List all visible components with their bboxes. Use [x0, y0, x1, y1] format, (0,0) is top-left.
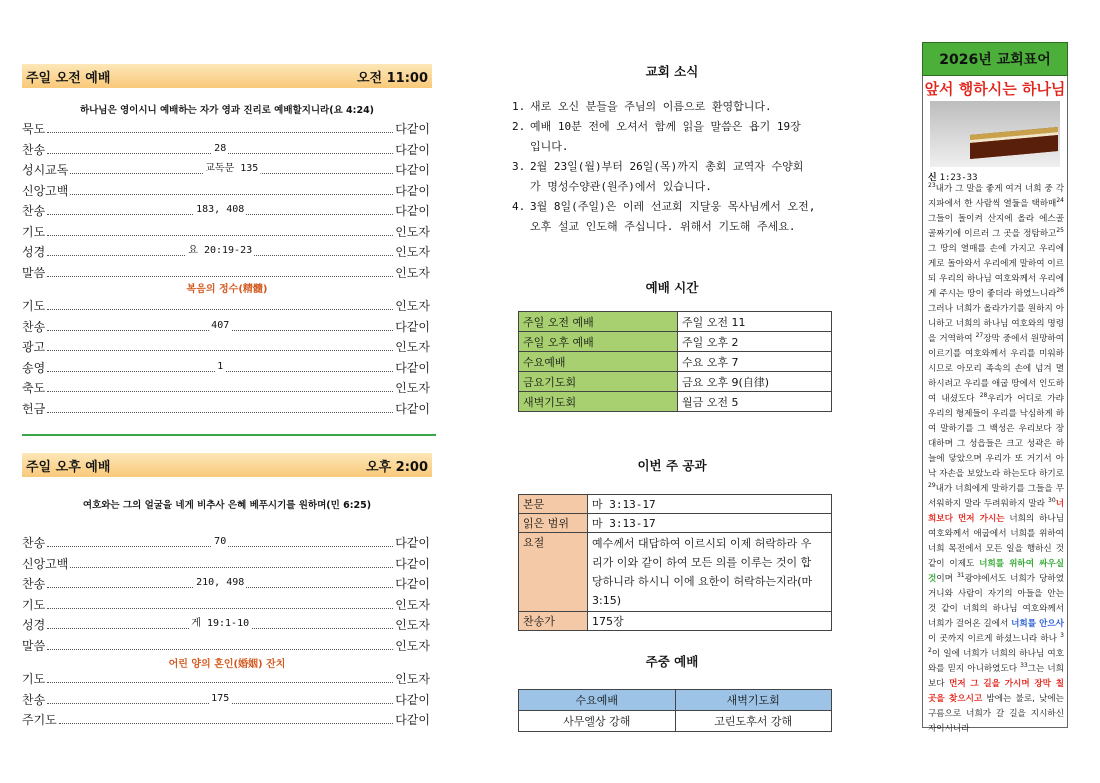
lesson-text: 마 3:13-17 [588, 495, 832, 514]
order-leader-dots [47, 598, 393, 609]
order-leader-dots [47, 245, 393, 256]
order-row [22, 241, 430, 259]
order-detail: 1 [217, 360, 224, 372]
news-text [530, 197, 815, 237]
order-performer: 다같이 [395, 401, 430, 416]
news-list [512, 97, 842, 237]
order-row [22, 221, 430, 239]
lesson-hymn-label: 찬송가 [519, 612, 588, 631]
order-label: 찬송 [22, 319, 46, 334]
motto-scripture: $^{23}$내가 그 말을 좋게 여겨 너희 중 각 지파에서 한 사람씩 열둘을 택하매$^{24}$그들이 돌이켜 산지에 올라 에스골 골짜기에 이르러 그 곳을 정탐하고$^{25}$그 땅의 열매를 손에 가지고 우리에게로 돌아와서 우리에게 말하여 이르되 우리의 하나님 여호와께서 우리에게 주시는 땅이 좋더라 하였느니라$^{26}$그러나 너희가 올라가기를 원하지 아니하고 너희의 하나님 여호와의 명령을 거역하여 $^{27}$장막 중에서 원망하여 이르기를 여호와께서 우리를 미워하시므로 아모리 족속의 손에 넘겨 멸하시려고 우리를 애굽 땅에서 인도하여 내셨도다 $^{28}$우리가 어디로 가랴 우리의 형제들이 우리를 낙심하게 하여 말하기를 그 백성은 우리보다 장대하며 그 성읍들은 크고 성곽은 하늘에 닿았으며 우리가 또 거기서 아낙 자손을 보았노라 하는도다 하기로 $^{29}$내가 너희에게 말하기를 그들을 무서워하지 말라 두려워하지 말라 $^{30}$너희보다 먼저 가시는 너희의 하나님 여호와께서 애굽에서 너희를 위하여 너희 목전에서 모든 일을 행하신 것 같이 이제도 너희를 위하여 싸우실 것이며 $^{31}$광야에서도 너희가 당하였거니와 사람이 자기의 아들을 안는 것 같이 너희의 하나님 여호와께서 너희가 걸어온 길에서 너희를 안으사 이 곳까지 이르게 하셨느니라 하나 $^{32}$이 일에 너희가 너희의 하나님 여호와를 믿지 아니하였도다 $^{33}$그는 너희보다 먼저 그 길을 가시며 장막 칠 곳을 찾으시고 밤에는 불로, 낮에는 구름으로 너희가 갈 길을 지시하신 자이시니라 [928, 182, 1065, 734]
worship-name: 수요예배 [519, 352, 678, 372]
news-line: 오후 설교 인도해 주십니다. 위해서 기도해 주세요. [530, 220, 796, 233]
order-performer: 인도자 [395, 638, 430, 653]
midweek-title: 주중 예배 [645, 654, 699, 669]
order-performer: 인도자 [395, 265, 430, 280]
order-row [22, 200, 430, 218]
news-line: 새로 오신 분들을 주님의 이름으로 환영합니다. [530, 100, 772, 113]
order-leader-dots [47, 693, 393, 704]
order-leader-dots [47, 361, 393, 372]
motto-ref-book: 신 [928, 173, 937, 183]
afternoon-header [22, 453, 432, 477]
news-item [512, 197, 842, 237]
order-row [22, 553, 430, 571]
lesson-row-text [519, 495, 832, 514]
news-item [512, 157, 842, 197]
lesson-summary-line: 3:15) [592, 594, 621, 607]
morning-sermon-title: 복음의 정수(精髓) [186, 284, 268, 295]
midweek-value-wed: 사무엘상 강해 [519, 711, 676, 732]
lesson-row-hymn [519, 612, 832, 631]
order-leader-dots [47, 266, 393, 277]
order-performer: 다같이 [395, 556, 430, 571]
order-detail: 407 [211, 319, 230, 331]
order-label: 기도 [22, 672, 46, 686]
order-performer: 다같이 [395, 163, 430, 177]
order-detail: 게 19:1-10 [191, 618, 250, 629]
lesson-row-range [519, 514, 832, 533]
order-label: 찬송 [22, 692, 46, 707]
order-detail: 175 [211, 692, 230, 704]
order-label: 기도 [22, 224, 46, 239]
order-performer: 다같이 [395, 536, 430, 550]
lesson-summary-line: 당하니라 하시니 이에 요한이 허락하는지라(마 [592, 575, 813, 588]
order-performer: 다같이 [395, 122, 430, 136]
order-label: 기도 [22, 299, 46, 313]
order-leader-dots [59, 713, 393, 724]
worship-time-row [519, 352, 832, 372]
bible-photo-graphic [930, 101, 1060, 167]
order-detail: 210, 498 [196, 577, 245, 588]
news-line: 예배 10분 전에 오셔서 함께 읽을 말씀은 욥기 19장 [530, 120, 801, 133]
order-label: 기도 [22, 597, 46, 612]
order-detail: 28 [214, 142, 227, 154]
order-row [22, 668, 430, 686]
afternoon-verse: 여호와는 그의 얼굴을 네게 비추사 은혜 베푸시기를 원하며(민 6:25) [82, 500, 372, 511]
news-number: 4. [512, 200, 526, 213]
order-label: 신앙고백 [22, 556, 69, 571]
order-row [22, 709, 430, 727]
worship-time-row [519, 392, 832, 412]
order-label: 광고 [22, 340, 46, 354]
order-row [22, 614, 430, 632]
news-line: 2월 23일(월)부터 26일(목)까지 총회 교역자 수양회 [530, 160, 804, 173]
order-performer: 인도자 [395, 618, 430, 632]
worship-name: 새벽기도회 [519, 392, 678, 412]
afternoon-title: 주일 오후 예배 [26, 459, 111, 475]
lesson-hymn: 175장 [588, 612, 832, 631]
motto-title: 2026년 교회표어 [922, 42, 1068, 76]
news-number: 1. [512, 100, 526, 113]
lesson-summary-line: 예수께서 대답하여 이르시되 이제 허락하라 우 [592, 537, 812, 550]
midweek-value-dawn: 고린도후서 강해 [675, 711, 832, 732]
order-detail: 교독문 135 [205, 163, 259, 174]
lesson-text-label: 본문 [519, 495, 588, 514]
lesson-row-summary [519, 533, 832, 612]
worship-time-row [519, 312, 832, 332]
news-number: 3. [512, 160, 526, 173]
worship-time: 월금 오전 5 [678, 392, 832, 412]
worship-time: 주일 오후 2 [678, 332, 832, 352]
motto-subtitle: 앞서 행하시는 하나님 [924, 80, 1066, 98]
lesson-summary-line: 리가 이와 같이 하여 모든 의를 이루는 것이 합 [592, 556, 812, 569]
order-row [22, 689, 430, 707]
order-performer: 인도자 [395, 245, 430, 259]
worship-name: 주일 오후 예배 [519, 332, 678, 352]
order-performer: 다같이 [395, 692, 430, 707]
lesson-summary-label: 요절 [519, 533, 588, 612]
news-item [512, 117, 842, 157]
order-row [22, 295, 430, 313]
order-label: 신앙고백 [22, 183, 69, 198]
news-line: 입니다. [530, 140, 569, 153]
lesson-title: 이번 주 공과 [637, 458, 707, 473]
order-leader-dots [47, 122, 393, 133]
order-detail: 70 [214, 536, 227, 547]
morning-header [22, 64, 432, 88]
order-row [22, 316, 430, 334]
bible-photo [930, 101, 1060, 167]
midweek-value-row [519, 711, 832, 732]
order-row [22, 139, 430, 157]
order-leader-dots [70, 163, 393, 174]
order-performer: 다같이 [395, 319, 430, 334]
news-title: 교회 소식 [645, 64, 699, 79]
news-line: 3월 8일(주일)은 이레 선교회 지달웅 목사님께서 오전, [530, 200, 816, 213]
order-label: 헌금 [22, 401, 46, 416]
order-performer: 인도자 [395, 381, 430, 395]
order-leader-dots [47, 672, 393, 683]
order-label: 성경 [22, 245, 46, 259]
order-performer: 인도자 [395, 597, 430, 612]
news-text [530, 157, 803, 197]
order-performer: 다같이 [395, 183, 430, 198]
order-leader-dots [47, 577, 393, 588]
morning-time: 오전 11:00 [356, 70, 428, 86]
order-row [22, 573, 430, 591]
worship-time: 금요 오후 9(自律) [678, 372, 832, 392]
order-label: 말씀 [22, 638, 46, 653]
order-detail: 183, 408 [196, 204, 245, 215]
order-performer: 인도자 [395, 299, 430, 313]
morning-title: 주일 오전 예배 [26, 70, 111, 86]
midweek-header-row [519, 690, 832, 711]
order-row [22, 357, 430, 375]
order-label: 말씀 [22, 265, 46, 280]
news-text [530, 117, 801, 157]
section-divider [22, 434, 436, 436]
worship-time: 수요 오후 7 [678, 352, 832, 372]
order-performer: 인도자 [395, 340, 430, 354]
order-leader-dots [47, 639, 393, 650]
order-label: 찬송 [22, 204, 46, 218]
order-row [22, 336, 430, 354]
order-leader-dots [70, 557, 393, 568]
midweek-header-dawn: 새벽기도회 [675, 690, 832, 711]
lesson-range-label: 읽은 범위 [519, 514, 588, 533]
order-row [22, 594, 430, 612]
order-detail: 요 20:19-23 [188, 245, 253, 256]
order-label: 성시교독 [22, 163, 69, 177]
lesson-table [518, 494, 832, 631]
order-row [22, 180, 430, 198]
order-label: 묵도 [22, 122, 46, 136]
order-leader-dots [47, 381, 393, 392]
order-label: 축도 [22, 381, 46, 395]
order-leader-dots [47, 536, 393, 547]
order-leader-dots [47, 204, 393, 215]
order-leader-dots [47, 299, 393, 310]
motto-ref-verse: 1:23-33 [939, 173, 978, 183]
worship-name: 금요기도회 [519, 372, 678, 392]
order-performer: 인도자 [395, 672, 430, 686]
order-performer: 다같이 [395, 360, 430, 375]
worship-times-table [518, 311, 832, 412]
order-leader-dots [47, 320, 393, 331]
order-row [22, 532, 430, 550]
order-performer: 다같이 [395, 713, 430, 727]
order-label: 주기도 [22, 713, 57, 727]
afternoon-sermon-title: 어린 양의 혼인(婚姻) 잔치 [168, 659, 286, 670]
order-row [22, 377, 430, 395]
order-performer: 다같이 [395, 142, 430, 157]
worship-times-title: 예배 시간 [645, 280, 699, 295]
order-label: 찬송 [22, 142, 46, 157]
order-row [22, 635, 430, 653]
worship-time: 주일 오전 11 [678, 312, 832, 332]
order-row [22, 262, 430, 280]
morning-verse: 하나님은 영이시니 예배하는 자가 영과 진리로 예배할지니라(요 4:24) [79, 105, 375, 116]
order-performer: 다같이 [395, 204, 430, 218]
order-label: 찬송 [22, 536, 46, 550]
worship-time-row [519, 332, 832, 352]
order-leader-dots [47, 143, 393, 154]
news-text [530, 97, 772, 117]
midweek-table [518, 689, 832, 732]
order-performer: 인도자 [395, 224, 430, 239]
order-label: 성경 [22, 618, 46, 632]
news-item [512, 97, 842, 117]
lesson-summary [588, 533, 832, 612]
order-row [22, 398, 430, 416]
order-row [22, 159, 430, 177]
worship-name: 주일 오전 예배 [519, 312, 678, 332]
order-label: 찬송 [22, 577, 46, 591]
order-row [22, 118, 430, 136]
news-line: 가 명성수양관(원주)에서 있습니다. [530, 180, 712, 193]
news-number: 2. [512, 120, 526, 133]
order-label: 송영 [22, 360, 46, 375]
order-leader-dots [70, 184, 393, 195]
worship-time-row [519, 372, 832, 392]
order-leader-dots [47, 225, 393, 236]
order-leader-dots [47, 618, 393, 629]
afternoon-time: 오후 2:00 [366, 459, 428, 475]
order-leader-dots [47, 402, 393, 413]
midweek-header-wed: 수요예배 [519, 690, 676, 711]
order-leader-dots [47, 340, 393, 351]
order-performer: 다같이 [395, 577, 430, 591]
lesson-range: 마 3:13-17 [588, 514, 832, 533]
